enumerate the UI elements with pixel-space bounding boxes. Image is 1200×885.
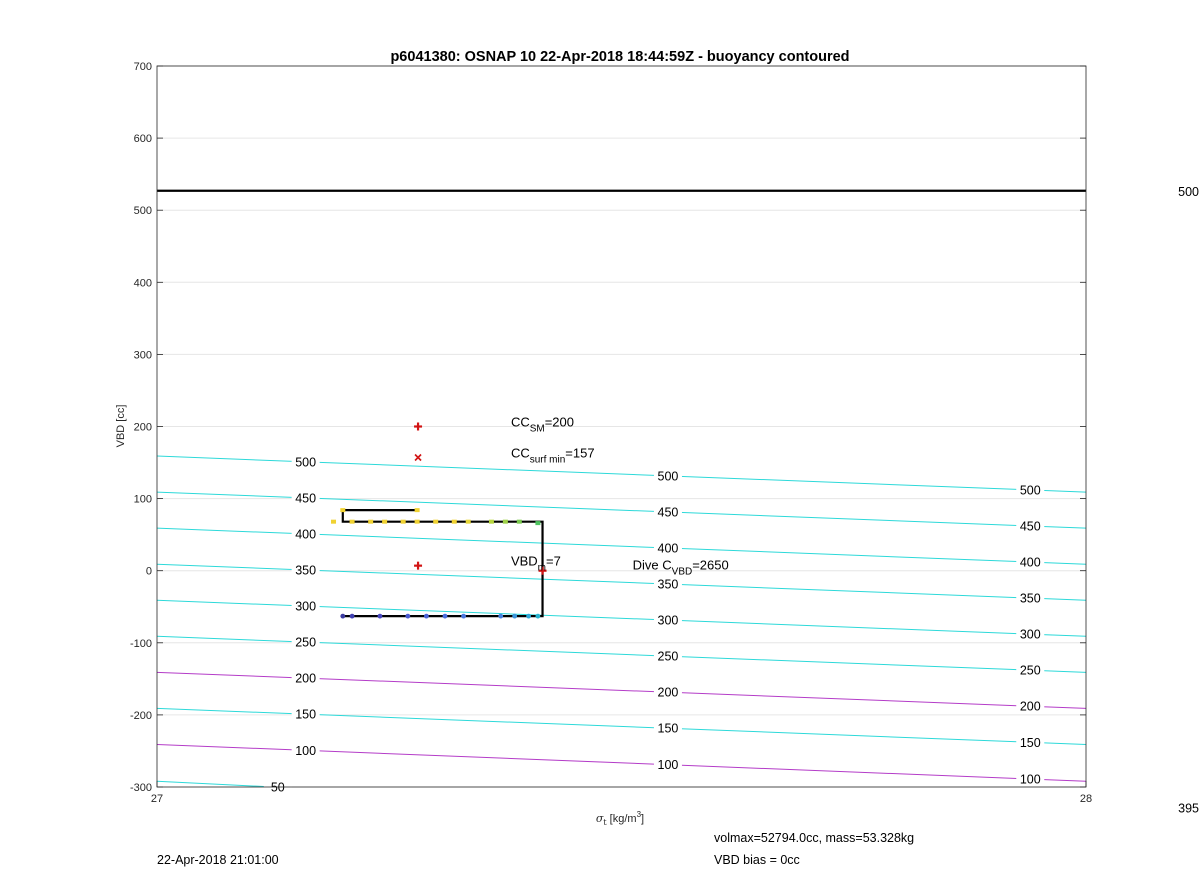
marker-cc-surf-min <box>415 455 421 461</box>
annotation-subscript: VBD <box>671 566 693 578</box>
climb-point <box>517 520 522 524</box>
climb-point <box>535 521 540 525</box>
climb-point <box>415 520 420 524</box>
climb-point <box>340 508 345 512</box>
contour-label-100: 100 <box>657 758 679 773</box>
contour-label-500: 500 <box>657 469 679 484</box>
footer-timestamp: 22-Apr-2018 21:01:00 <box>157 853 279 867</box>
dive-point <box>498 614 503 619</box>
annotation-surf-min <box>511 446 595 466</box>
y-tick-label: -200 <box>129 709 152 722</box>
annotation-value: =7 <box>546 553 561 569</box>
climb-point <box>415 508 420 512</box>
dive-point <box>350 614 355 619</box>
annotation-base: CC <box>510 414 530 430</box>
y-tick-label: 100 <box>133 493 152 506</box>
y-axis-label: VBD [cc] <box>115 404 127 448</box>
annotation-base: Dive C <box>632 557 672 573</box>
x-axis-label-unit-close: ] <box>641 813 645 825</box>
climb-point <box>350 520 355 524</box>
climb-point <box>489 520 494 524</box>
y-tick-label: 400 <box>133 277 152 290</box>
y-tick-label: 0 <box>145 565 152 578</box>
x-tick-label: 27 <box>150 793 164 805</box>
contour-label-500: 500 <box>295 455 317 470</box>
annotation-vbd <box>633 557 729 577</box>
contour-label-150: 150 <box>295 707 317 722</box>
contour-label-450: 450 <box>295 491 317 506</box>
annotation-base: CC <box>510 445 530 461</box>
dive-point <box>424 614 429 619</box>
contour-label-150: 150 <box>1019 735 1041 750</box>
contour-label-100: 100 <box>1019 772 1041 787</box>
y-tick-label: 600 <box>133 133 152 146</box>
right-edge-label: 500 <box>1178 185 1199 200</box>
contour-label-200: 200 <box>657 685 679 700</box>
contour-label-100: 100 <box>295 743 317 758</box>
dive-point <box>340 614 345 619</box>
contour-label-350: 350 <box>1019 591 1041 606</box>
contour-label-300: 300 <box>1019 627 1041 642</box>
contour-label-450: 450 <box>657 505 679 520</box>
x-axis-label-sub: t <box>603 818 607 827</box>
dive-point <box>512 614 517 619</box>
annotation-sm <box>511 415 574 435</box>
climb-point <box>466 520 471 524</box>
y-tick-label: -300 <box>129 782 152 794</box>
contour-label-450: 450 <box>1019 519 1041 534</box>
climb-point <box>503 520 508 524</box>
y-tick-label: 200 <box>133 421 152 434</box>
footer-volmax-mass: volmax=52794.0cc, mass=53.328kg <box>714 831 915 845</box>
contour-label-500: 500 <box>1019 483 1041 498</box>
right-edge-label: 395 <box>1178 801 1199 816</box>
x-axis-label <box>596 810 644 827</box>
marker-cc-sm <box>414 423 422 431</box>
y-tick-label: 500 <box>133 205 152 218</box>
dive-point <box>535 614 540 619</box>
contour-label-200: 200 <box>295 671 317 686</box>
annotation-subscript: m <box>537 562 547 574</box>
contour-label-400: 400 <box>657 541 679 556</box>
dive-point <box>461 614 466 619</box>
contour-label-300: 300 <box>657 613 679 628</box>
y-tick-label: 700 <box>133 61 152 73</box>
contour-label-350: 350 <box>657 577 679 592</box>
climb-point <box>368 520 373 524</box>
dive-point <box>526 614 531 619</box>
footer-vbd-bias: VBD bias = 0cc <box>714 853 800 867</box>
contour-label-250: 250 <box>295 635 317 650</box>
y-tick-label: 300 <box>133 349 152 362</box>
x-axis-label-unit: [kg/m <box>606 813 637 825</box>
contour-label-400: 400 <box>1019 555 1041 570</box>
annotation-value: =157 <box>565 445 595 461</box>
climb-point <box>382 520 387 524</box>
contour-label-50: 50 <box>270 780 285 795</box>
annotation-value: =2650 <box>692 557 729 573</box>
contour-label-150: 150 <box>657 721 679 736</box>
annotation-base: VBD <box>510 553 538 569</box>
annotation-value: =200 <box>544 414 575 430</box>
dive-point <box>405 614 410 619</box>
contour-label-300: 300 <box>295 599 317 614</box>
x-tick-label: 28 <box>1079 793 1093 805</box>
contour-label-200: 200 <box>1019 699 1041 714</box>
climb-point <box>433 520 438 524</box>
contour-label-350: 350 <box>295 563 317 578</box>
climb-point <box>331 520 336 524</box>
climb-point <box>452 520 457 524</box>
contour-label-400: 400 <box>295 527 317 542</box>
climb-point <box>401 520 406 524</box>
contour-label-250: 250 <box>657 649 679 664</box>
marker-vbd-0 <box>414 562 422 570</box>
chart-title: p6041380: OSNAP 10 22-Apr-2018 18:44:59Z - buoyancy contoured <box>390 49 850 65</box>
y-tick-label: -100 <box>129 637 152 650</box>
x-axis-label-unit-sup: 3 <box>636 810 642 819</box>
x-axis-label-base: σ <box>595 812 604 825</box>
dive-point <box>443 614 448 619</box>
annotation-subscript: surf min <box>529 454 566 466</box>
annotation-subscript: SM <box>529 423 545 435</box>
dive-point <box>378 614 383 619</box>
contour-label-250: 250 <box>1019 663 1041 678</box>
